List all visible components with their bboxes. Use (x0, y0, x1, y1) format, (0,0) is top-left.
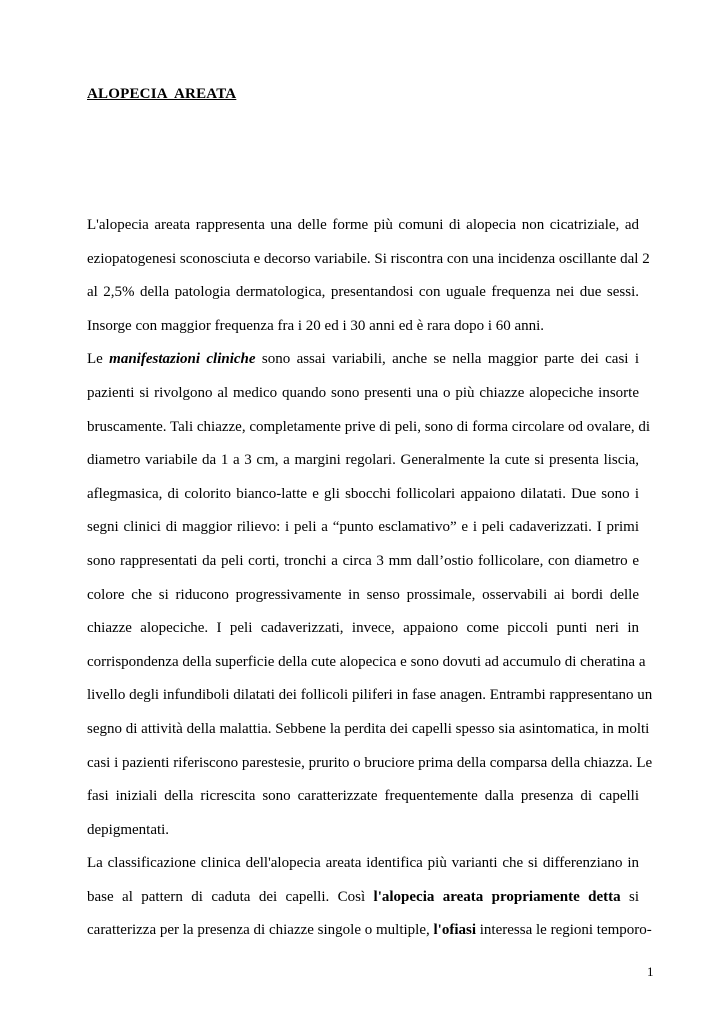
body-text-segment: fasi iniziali della ricrescita sono caratterizzate frequentemente dalla presenza di capelli (87, 788, 639, 805)
body-line (87, 847, 639, 881)
body-line (87, 713, 650, 747)
body-text-segment: si (620, 888, 639, 905)
body-text-segment: sono rappresentati da peli corti, tronchi a circa 3 mm dall’ostio follicolare, con diametro e (87, 552, 639, 569)
body-line (87, 612, 639, 646)
document-title: ALOPECIA AREATA (87, 86, 237, 102)
body-text-segment: segno di attività della malattia. Sebbene la perdita dei capelli spesso sia asintomatica, in molti (87, 720, 650, 737)
page-number: 1 (647, 964, 654, 979)
body-text-segment: aflegmasica, di colorito bianco-latte e gli sbocchi follicolari appaiono dilatati. Due sono i (87, 485, 639, 502)
body-line (87, 545, 639, 579)
body-line (87, 780, 639, 814)
body-text-segment: corrispondenza della superficie della cute alopecica e sono dovuti ad accumulo di cheratina a (87, 653, 646, 670)
body-text-segment: diametro variabile da 1 a 3 cm, a margini regolari. Generalmente la cute si presenta liscia, (87, 452, 639, 469)
emphasis-text: l'ofiasi (433, 922, 477, 939)
body-text-segment: livello degli infundiboli dilatati dei follicoli piliferi in fase anagen. Entrambi rappresentano un (87, 687, 653, 704)
body-line (87, 511, 639, 545)
body-text-segment: colore che si riducono progressivamente in senso prossimale, osservabili ai bordi delle (87, 586, 639, 603)
body-line (87, 310, 639, 344)
body-line (87, 343, 639, 377)
body-text-segment: L'alopecia areata rappresenta una delle forme più comuni di alopecia non cicatriziale, ad (87, 217, 639, 233)
body-line (87, 478, 639, 512)
body-line (87, 646, 646, 680)
body-text-segment: eziopatogenesi sconosciuta e decorso variabile. Si riscontra con una incidenza oscillante dal 2 (87, 250, 650, 267)
body-line (87, 914, 652, 948)
emphasis-text: l'alopecia areata propriamente detta (373, 888, 621, 905)
body-line (87, 411, 651, 445)
body-text-segment: al 2,5% della patologia dermatologica, presentandosi con uguale frequenza nei due sessi. (87, 284, 639, 301)
body-line (87, 579, 639, 613)
document-body (87, 209, 653, 948)
body-line (87, 444, 639, 478)
body-line (87, 679, 653, 713)
body-text-segment: casi i pazienti riferiscono parestesie, prurito o bruciore prima della comparsa della chiazza. Le (87, 754, 653, 771)
body-text-segment: segni clinici di maggior rilievo: i peli a “punto esclamativo” e i peli cadaverizzati. I primi (87, 519, 639, 536)
body-text-segment: Le (87, 351, 110, 368)
body-line (87, 747, 653, 781)
body-text-segment: chiazze alopeciche. I peli cadaverizzati, invece, appaiono come piccoli punti neri in (87, 620, 639, 637)
body-text-segment: Insorge con maggior frequenza fra i 20 ed i 30 anni ed è rara dopo i 60 anni. (87, 317, 545, 334)
body-text-segment: bruscamente. Tali chiazze, completamente prive di peli, sono di forma circolare od ovalare, di (87, 418, 651, 435)
body-text-segment: depigmentati. (87, 821, 170, 838)
body-text-segment: caratterizza per la presenza di chiazze singole o multiple, (87, 922, 434, 939)
body-line (87, 243, 650, 277)
body-text-segment: pazienti si rivolgono al medico quando sono presenti una o più chiazze alopeciche insorte (87, 384, 639, 401)
body-text-segment: base al pattern di caduta dei capelli. Così (87, 888, 374, 905)
body-line (87, 276, 639, 310)
body-line (87, 209, 639, 243)
body-text-segment: interessa le regioni temporo- (476, 922, 652, 939)
emphasis-text: manifestazioni cliniche (109, 351, 256, 368)
body-line (87, 814, 639, 848)
body-text-segment: La classificazione clinica dell'alopecia areata identifica più varianti che si differenziano in (87, 855, 639, 872)
body-text-segment: sono assai variabili, anche se nella maggior parte dei casi i (255, 351, 639, 368)
body-line (87, 881, 639, 915)
body-line (87, 377, 639, 411)
